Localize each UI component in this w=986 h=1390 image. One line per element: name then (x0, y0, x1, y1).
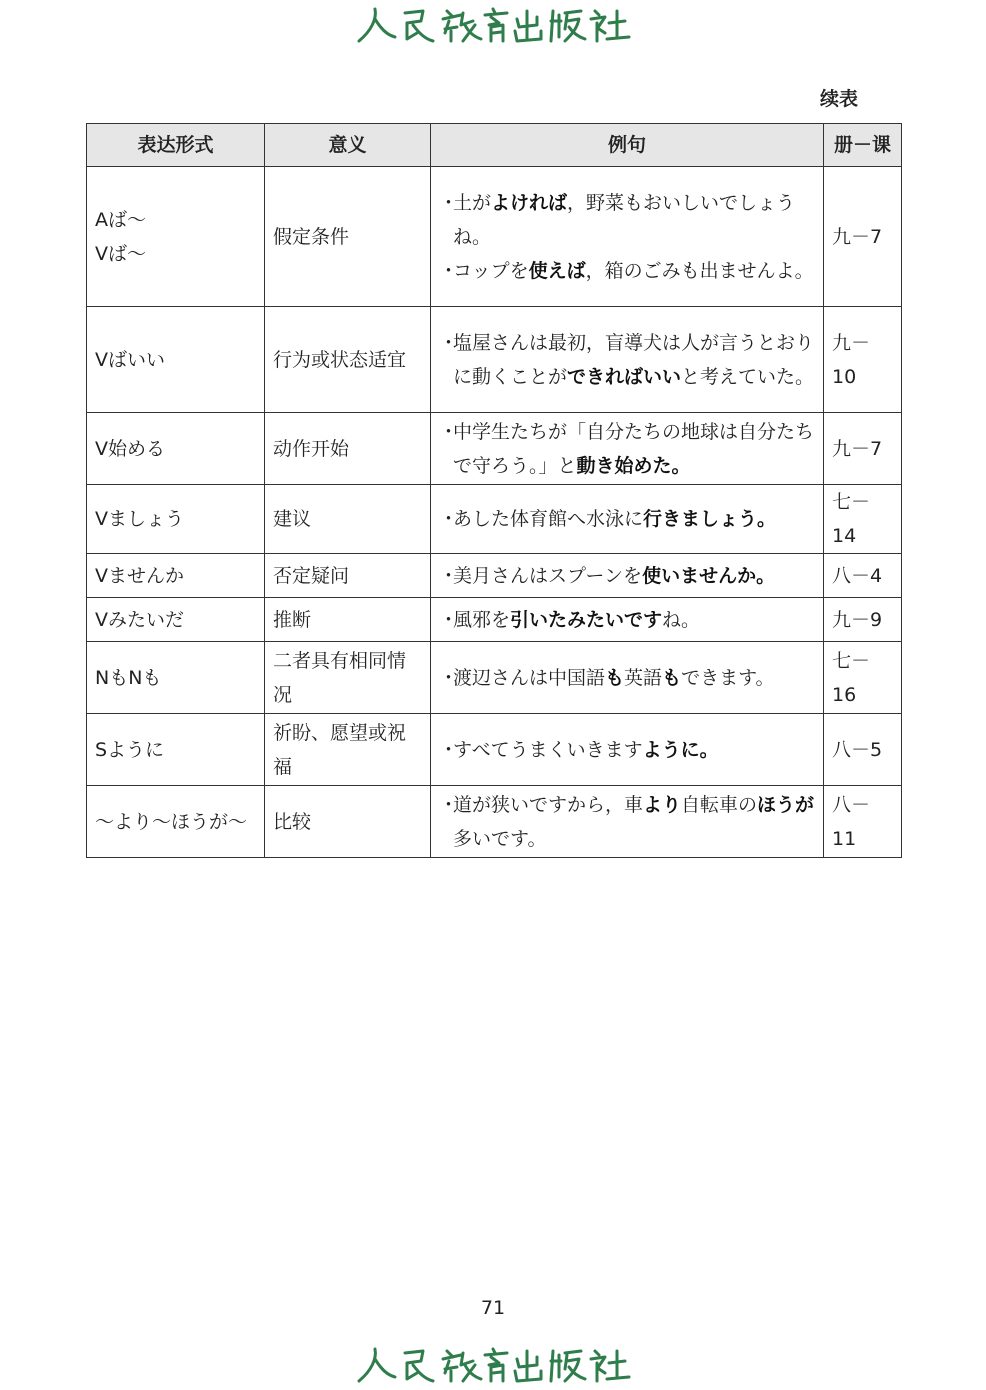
cell-lesson: 八－11 (824, 786, 902, 858)
example-highlight: も (605, 666, 625, 689)
form-line: Vましょう (95, 508, 184, 530)
form-line: Vば～ (95, 242, 146, 265)
table-row (87, 642, 902, 714)
cell-meaning: 假定条件 (265, 167, 431, 307)
cell-lesson: 九－7 (824, 413, 902, 485)
example-highlight: 動き始めた。 (576, 454, 691, 477)
cell-meaning: 行为或状态适宜 (265, 307, 431, 413)
form-line: Sように (95, 738, 165, 761)
table-row (87, 167, 902, 307)
form-line: Vみたいだ (95, 608, 184, 631)
bullet-icon: ・ (439, 564, 459, 587)
example-text (453, 661, 815, 695)
grammar-table (86, 123, 902, 858)
table-row (87, 714, 902, 786)
cell-example (431, 642, 824, 714)
cell-form (87, 554, 265, 598)
example-highlight: 引いたみたいです (510, 608, 663, 631)
page-number: 71 (480, 1297, 506, 1319)
example-segment: 英語 (624, 666, 663, 689)
table-row (87, 598, 902, 642)
example-segment: 渡辺さんは中国語 (453, 666, 606, 689)
example-highlight: ほうが (757, 793, 815, 816)
cell-example (431, 413, 824, 485)
example-segment: と考えていた。 (681, 365, 815, 388)
example-highlight: 使いませんか。 (642, 564, 776, 587)
example-highlight: より (643, 793, 682, 816)
example-text (453, 186, 815, 254)
cell-meaning: 推断 (265, 598, 431, 642)
example-text (453, 559, 815, 593)
example-text (453, 788, 815, 856)
example-segment: 道が狭いですから，車 (453, 793, 644, 816)
publisher-logo-top (0, 0, 986, 50)
bullet-icon: ・ (439, 666, 459, 689)
example-highlight: 使えば (528, 259, 586, 282)
cell-form (87, 307, 265, 413)
example-text (453, 326, 815, 394)
cell-form (87, 786, 265, 858)
cell-form (87, 167, 265, 307)
example-sentence (439, 502, 815, 536)
example-sentence (439, 733, 815, 767)
example-sentence (439, 326, 815, 394)
example-segment: すべてうまくいきます (453, 738, 643, 761)
cell-example (431, 786, 824, 858)
bullet-icon: ・ (439, 508, 459, 530)
cell-form (87, 598, 265, 642)
table-row (87, 307, 902, 413)
form-line: Vませんか (95, 564, 184, 587)
table-row (87, 413, 902, 485)
example-text (453, 415, 815, 483)
example-segment: できます。 (681, 666, 775, 689)
example-segment: コップを (453, 259, 529, 282)
publisher-logo-calligraphy (353, 1343, 633, 1387)
cell-lesson: 八－5 (824, 714, 902, 786)
header-form: 表达形式 (87, 124, 265, 167)
cell-form (87, 714, 265, 786)
form-line: V始める (95, 437, 165, 460)
example-highlight: よければ (491, 191, 568, 214)
cell-form (87, 642, 265, 714)
cell-example (431, 598, 824, 642)
header-lesson: 册－课 (824, 124, 902, 167)
example-segment: 塩屋さんは最初，盲導犬は人が言うとおりに動くことが (453, 331, 815, 388)
table-row (87, 786, 902, 858)
example-sentence (439, 788, 815, 856)
example-segment: 美月さんはスプーンを (453, 564, 643, 587)
cell-example (431, 554, 824, 598)
example-highlight: ように。 (642, 738, 719, 761)
cell-meaning: 祈盼、愿望或祝福 (265, 714, 431, 786)
table-header-row (87, 124, 902, 167)
cell-meaning: 比较 (265, 786, 431, 858)
form-line: Vばいい (95, 348, 165, 371)
form-line: NもNも (95, 666, 162, 689)
cell-example (431, 167, 824, 307)
header-meaning: 意义 (265, 124, 431, 167)
example-segment: 多いです。 (453, 827, 547, 850)
cell-meaning: 建议 (265, 485, 431, 554)
example-sentence (439, 186, 815, 254)
header-example: 例句 (431, 124, 824, 167)
bullet-icon: ・ (439, 738, 459, 761)
publisher-logo-bottom (0, 1340, 986, 1390)
cell-lesson: 七－16 (824, 642, 902, 714)
example-segment: ，野菜もおいしいでしょうね。 (453, 191, 796, 248)
bullet-icon: ・ (439, 420, 459, 443)
cell-meaning: 动作开始 (265, 413, 431, 485)
cell-lesson: 九－9 (824, 598, 902, 642)
example-sentence (439, 254, 815, 288)
cell-form (87, 485, 265, 554)
example-segment: 風邪を (453, 608, 511, 631)
table-row (87, 554, 902, 598)
example-text (453, 603, 815, 637)
table-row (87, 485, 902, 554)
example-text (453, 254, 815, 288)
bullet-icon: ・ (439, 191, 459, 214)
cell-meaning: 二者具有相同情况 (265, 642, 431, 714)
continued-table-label: 续表 (820, 88, 859, 110)
example-segment: 中学生たちが「自分たちの地球は自分たちで守ろう。」と (453, 420, 815, 477)
example-highlight: も (662, 666, 682, 689)
cell-example (431, 485, 824, 554)
example-sentence (439, 603, 815, 637)
cell-lesson: 九－10 (824, 307, 902, 413)
bullet-icon: ・ (439, 331, 459, 354)
cell-meaning: 否定疑问 (265, 554, 431, 598)
example-segment: 土が (453, 191, 492, 214)
table-body (87, 167, 902, 858)
example-segment: ね。 (662, 608, 701, 631)
example-sentence (439, 559, 815, 593)
bullet-icon: ・ (439, 793, 459, 816)
cell-example (431, 307, 824, 413)
example-sentence (439, 415, 815, 483)
example-text (453, 733, 815, 767)
example-segment: あした体育館へ水泳に (453, 508, 644, 530)
cell-lesson: 八－4 (824, 554, 902, 598)
example-highlight: できればいい (567, 365, 682, 388)
form-line: ～より～ほうが～ (95, 810, 248, 833)
cell-lesson: 七－14 (824, 485, 902, 554)
example-segment: 自転車の (681, 793, 758, 816)
example-text (453, 502, 815, 536)
bullet-icon: ・ (439, 259, 459, 282)
example-sentence (439, 661, 815, 695)
example-highlight: 行きましょう。 (643, 508, 777, 530)
cell-example (431, 714, 824, 786)
bullet-icon: ・ (439, 608, 459, 631)
publisher-logo-calligraphy (353, 3, 633, 47)
example-segment: ，箱のごみも出ませんよ。 (585, 259, 814, 282)
form-line: Aば～ (95, 208, 146, 231)
cell-lesson: 九－7 (824, 167, 902, 307)
cell-form (87, 413, 265, 485)
